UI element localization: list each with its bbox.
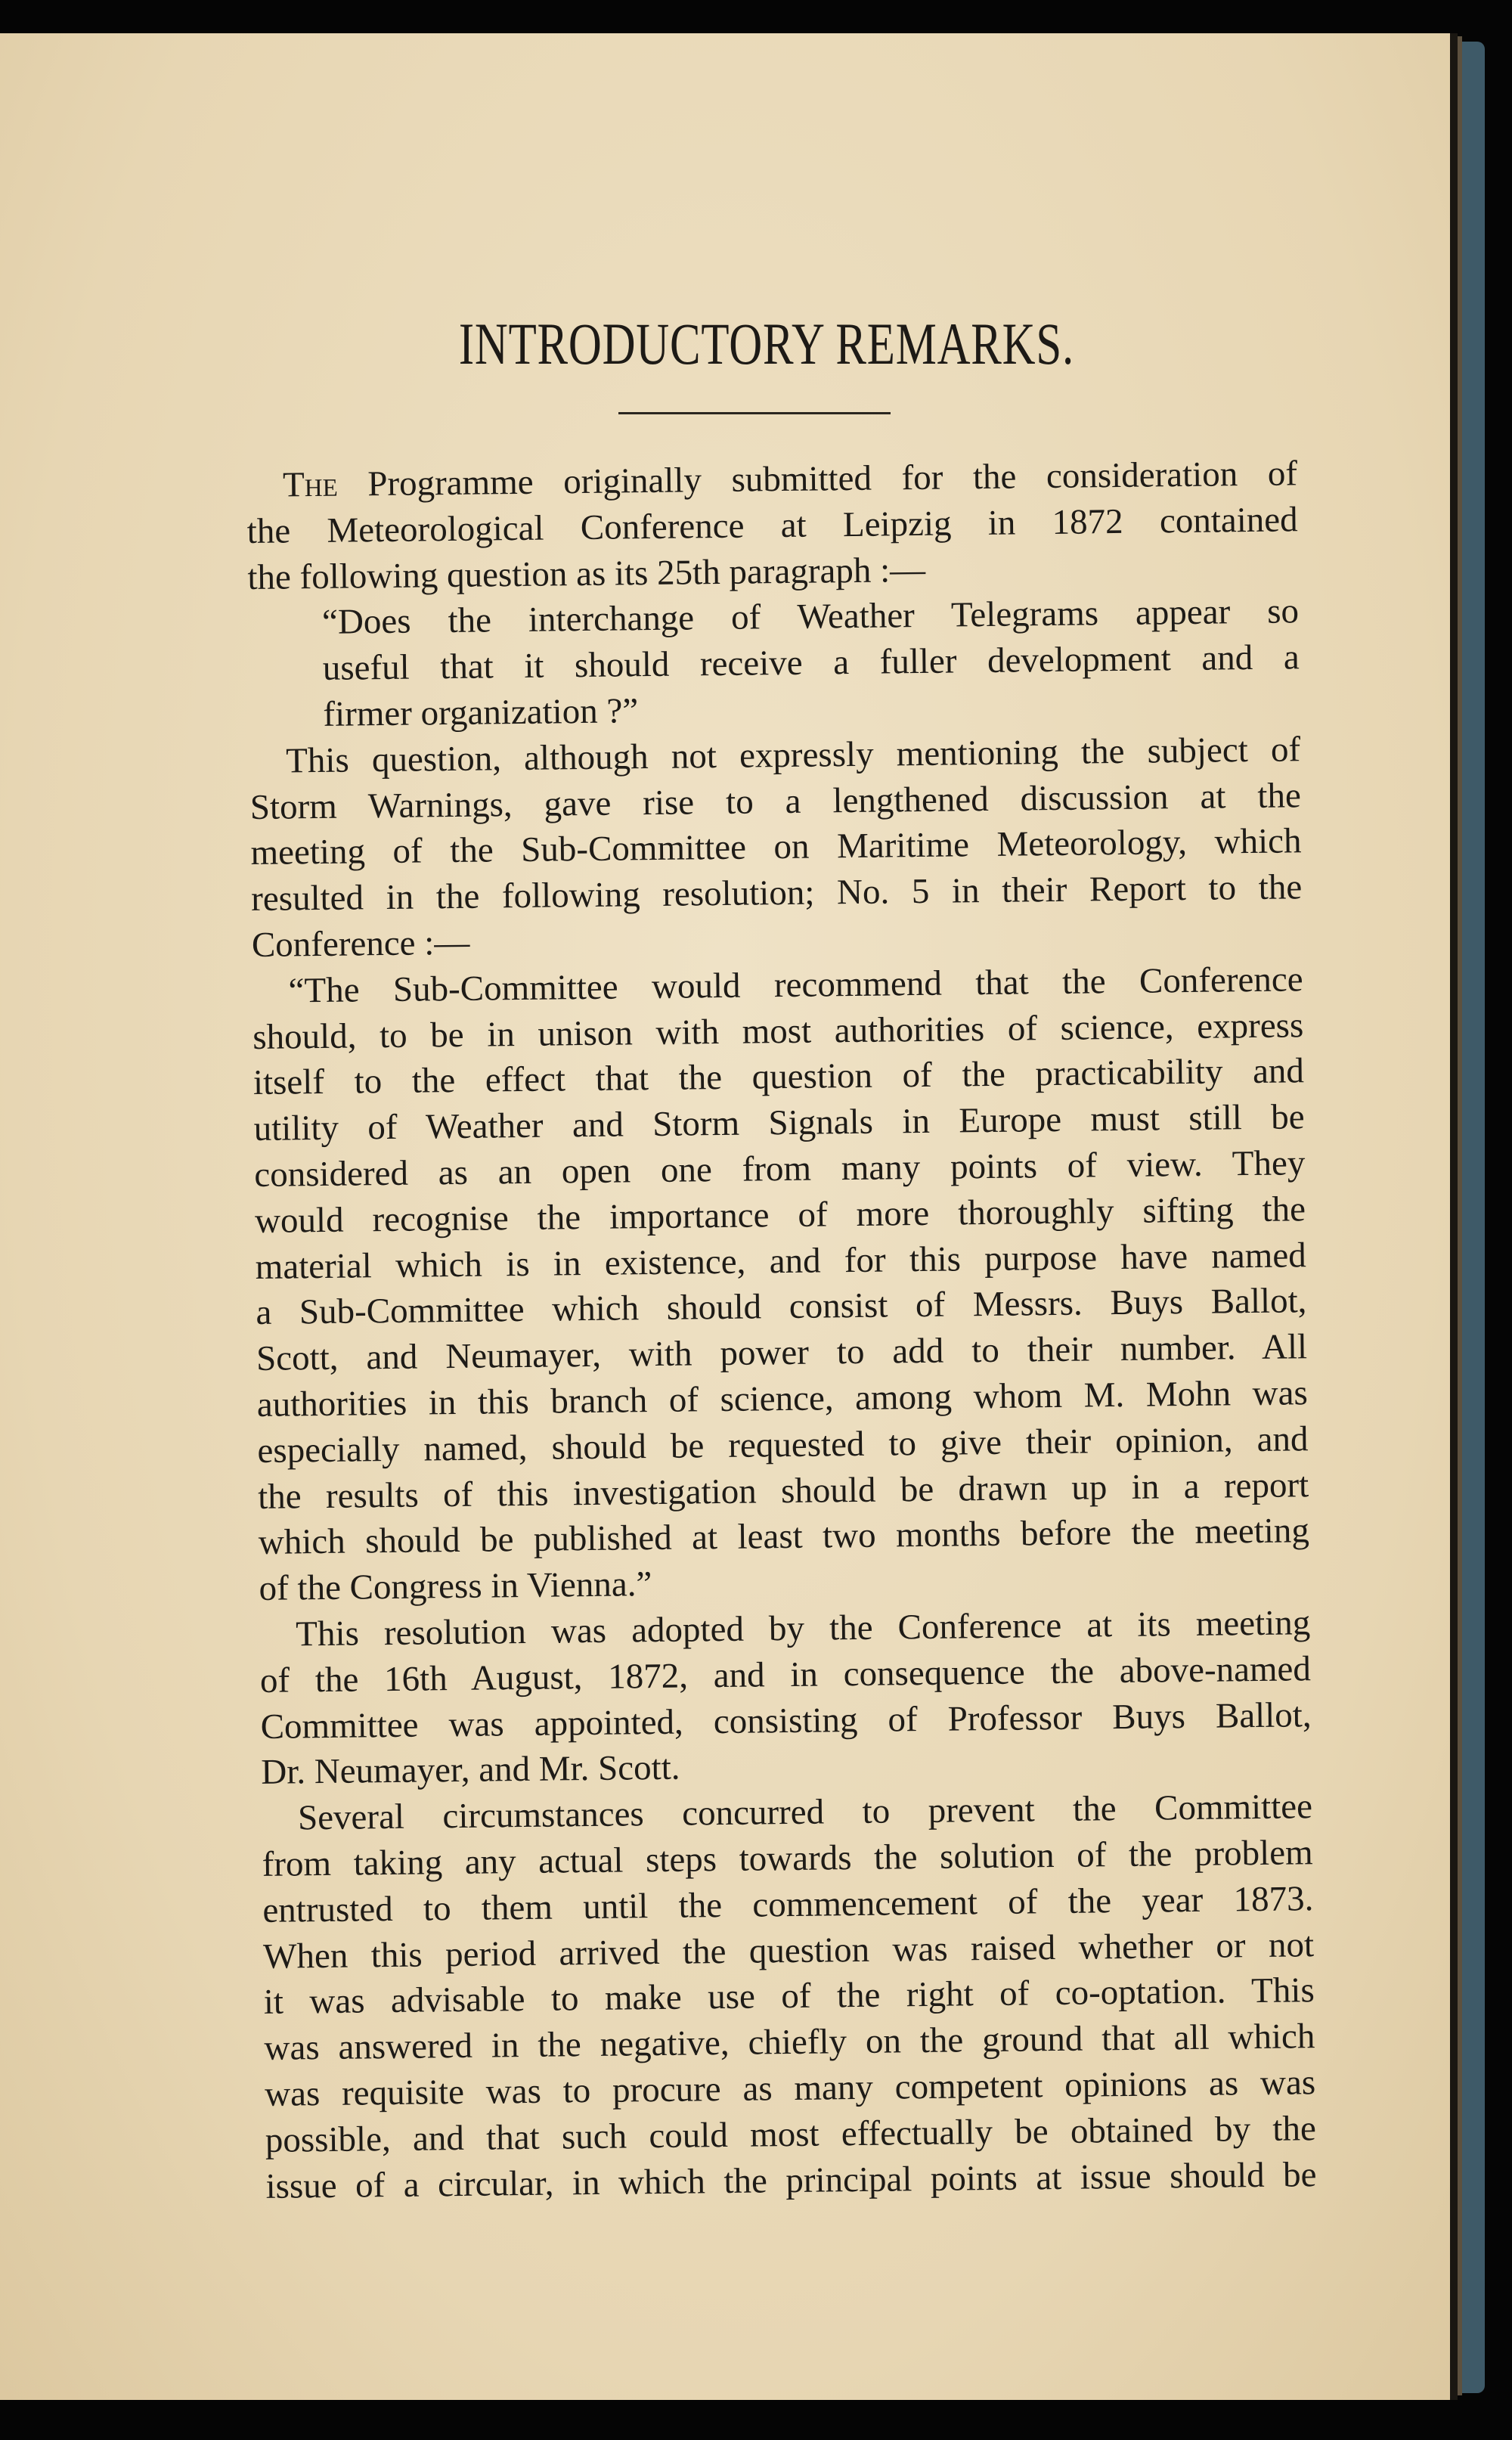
text-line: Scott, and Neumayer, with power to add to their number. All bbox=[256, 1327, 1308, 1379]
text-line: the following question as its 25th paragraph :— bbox=[247, 550, 926, 597]
text-line: of the Congress in Vienna.” bbox=[259, 1564, 652, 1609]
text-line: “Does the interchange of Weather Telegrams appear so bbox=[321, 591, 1300, 643]
text-line: useful that it should receive a fuller development and a bbox=[322, 637, 1300, 689]
text-line: entrusted to them until the commencement of the year 1873. bbox=[262, 1878, 1314, 1930]
text-line: should, to be in unison with most authorities of science, express bbox=[253, 1005, 1304, 1057]
text-line: Conference :— bbox=[251, 922, 470, 966]
text-line: the results of this investigation should be drawn up in a report bbox=[257, 1465, 1309, 1517]
text-line: would recognise the importance of more thoroughly sifting the bbox=[254, 1189, 1306, 1241]
text-line: This resolution was adopted by the Conference at its meeting bbox=[295, 1603, 1311, 1654]
chapter-title: INTRODUCTORY REMARKS. bbox=[458, 311, 1074, 377]
text-line: When this period arrived the question was raised whether or not bbox=[262, 1924, 1315, 1976]
text-line: a Sub-Committee which should consist of Messrs. Buys Ballot, bbox=[256, 1281, 1307, 1333]
text-line: was requisite was to procure as many competent opinions as was bbox=[264, 2063, 1316, 2114]
text-line: it was advisable to make use of the right of co-optation. This bbox=[263, 1970, 1315, 2023]
text-line: meeting of the Sub-Committee on Maritime Meteorology, which bbox=[250, 821, 1302, 873]
text-line: itself to the effect that the question of the practicability and bbox=[253, 1051, 1305, 1103]
small-caps-opening: The bbox=[282, 464, 339, 505]
text-line: Storm Warnings, gave rise to a lengthened discussion at the bbox=[249, 775, 1302, 827]
text-line: from taking any actual steps towards the solution of the problem bbox=[262, 1833, 1313, 1884]
text-line: which should be published at least two months before the meeting bbox=[258, 1511, 1310, 1563]
text-line: especially named, should be requested to give their opinion, and bbox=[257, 1418, 1309, 1471]
text-line: was answered in the negative, chiefly on the ground that all which bbox=[264, 2017, 1315, 2069]
text-line: utility of Weather and Storm Signals in Europe must still be bbox=[253, 1097, 1305, 1149]
text-line: authorities in this branch of science, among whom M. Mohn was bbox=[256, 1373, 1309, 1425]
text-line: Committee was appointed, consisting of Professor Buys Ballot, bbox=[260, 1694, 1312, 1747]
text-line: possible, and that such could most effectually be obtained by the bbox=[265, 2108, 1317, 2160]
text-line: Several circumstances concurred to prevent the Committee bbox=[297, 1787, 1313, 1838]
text-line: This question, although not expressly mentioning the subject of bbox=[285, 730, 1301, 781]
text-line: issue of a circular, in which the principal points at issue should be bbox=[265, 2154, 1317, 2206]
text-line: considered as an open one from many points of view. They bbox=[254, 1143, 1306, 1195]
text-line: “The Sub-Committee would recommend that the Conference bbox=[288, 960, 1303, 1011]
text-line: resulted in the following resolution; No. 5 in their Report to the bbox=[250, 867, 1303, 919]
text-line: material which is in existence, and for this purpose have named bbox=[255, 1235, 1306, 1287]
text-line: Dr. Neumayer, and Mr. Scott. bbox=[261, 1748, 680, 1793]
text-line: The Programme originally submitted for the consideration of bbox=[282, 454, 1298, 505]
text-line: the Meteorological Conference at Leipzig in 1872 contained bbox=[246, 500, 1298, 551]
text-line: firmer organization ?” bbox=[323, 691, 639, 734]
text-line: of the 16th August, 1872, and in consequence the above-named bbox=[259, 1648, 1312, 1701]
